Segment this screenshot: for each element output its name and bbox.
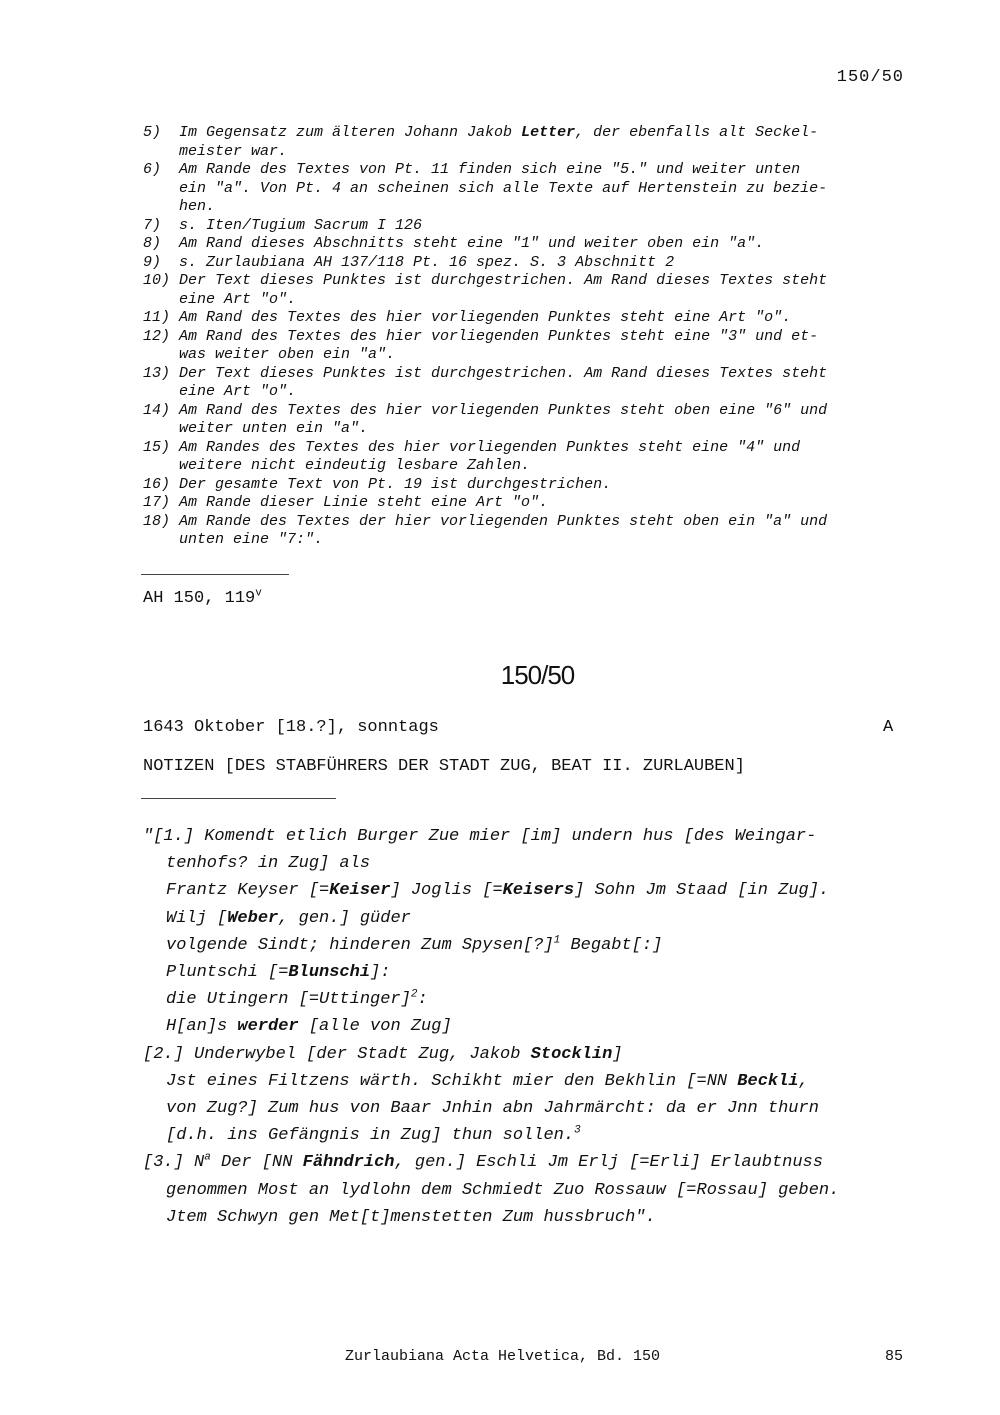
- footnote-text: Der Text dieses Punktes ist durchgestrichen. Am Rand dieses Textes steht eine Art "o".: [179, 364, 828, 400]
- footnote-number: 15): [143, 438, 171, 456]
- bold-name: Fähndrich: [302, 1153, 395, 1173]
- document-title: 150/50: [500, 660, 575, 690]
- transcription-line: "[1.] Komendt etlich Burger Zue mier [im] undern hus [des Weingar-: [143, 827, 817, 846]
- footnote-text: Am Rand dieses Abschnitts steht eine "1" und weiter oben ein "a".: [179, 235, 765, 252]
- footnote-item: [143, 494, 908, 513]
- heading-divider: [141, 798, 336, 799]
- footnote-number: 11): [143, 309, 171, 326]
- footnote-marker: 1: [553, 934, 561, 947]
- bold-name: Beckli: [737, 1071, 799, 1091]
- footnote-item: [143, 235, 908, 254]
- page-header-number: 150/50: [836, 68, 904, 87]
- footnote-text: Im Gegensatz zum älteren Johann Jakob Letter, der ebenfalls alt Seckel- meister war.: [179, 124, 819, 160]
- footnote-number: 14): [143, 401, 171, 419]
- bold-name: Stocklin: [530, 1044, 613, 1064]
- transcription-line: H[an]s werder [alle von Zug]: [166, 1017, 452, 1037]
- footnote-text: Am Rand des Textes des hier vorliegenden Punktes steht oben eine "6" und weiter unten ein "a".: [179, 401, 828, 437]
- transcription-line: Wilj [Weber, gen.] güder: [166, 908, 411, 928]
- footnote-item: [143, 513, 908, 550]
- footnote-number: 7): [143, 216, 162, 234]
- bold-name: Weber: [227, 908, 279, 928]
- footnote-marker: a: [204, 1151, 211, 1164]
- footnote-number: 6): [143, 161, 162, 178]
- footnote-item: [143, 124, 908, 161]
- transcription-line: [2.] Underwybel [der Stadt Zug, Jakob Stocklin]: [143, 1044, 623, 1064]
- footnote-text: Am Rand des Textes des hier vorliegenden Punktes steht eine Art "o".: [179, 309, 792, 326]
- footnote-item: [143, 161, 908, 217]
- transcription-line: die Utingern [=Uttinger]$^2$:: [166, 988, 428, 1010]
- transcription-line: tenhofs? in Zug] als: [166, 854, 371, 874]
- footnote-divider: [141, 574, 289, 575]
- footnote-text: Am Rande des Textes der hier vorliegenden Punktes steht oben ein "a" und unten eine "7:".: [179, 512, 828, 548]
- footnote-number: 13): [143, 364, 171, 382]
- transcription-line: genommen Most an lydlohn dem Schmiedt Zuo Rossauw [=Rossau] geben.: [166, 1180, 840, 1200]
- footnote-item: [143, 476, 908, 495]
- footnote-number: 5): [143, 124, 162, 141]
- bold-name: werder: [237, 1017, 299, 1037]
- footnote-number: 16): [143, 475, 171, 493]
- transcription-body: [143, 823, 913, 1231]
- footnote-item: [143, 402, 908, 439]
- footnote-item: [143, 309, 908, 328]
- transcription-line: von Zug?] Zum hus von Baar Jnhin abn Jahrmärcht: da er Jnn thurn: [166, 1099, 819, 1119]
- footnote-number: 12): [143, 327, 171, 345]
- footnote-number: 18): [143, 512, 171, 530]
- footnote-text: Der Text dieses Punktes ist durchgestrichen. Am Rand dieses Textes steht eine Art "o".: [179, 272, 828, 308]
- archive-reference-text: AH 150, 119: [143, 589, 256, 608]
- footnote-number: 9): [143, 253, 162, 271]
- transcription-line: volgende Sindt; hinderen Zum Spysen[?]$^1$ Begabt[:]: [166, 934, 663, 955]
- archive-reference: [143, 589, 262, 608]
- transcription-line: Jtem Schwyn gen Met[t]menstetten Zum hussbruch".: [166, 1207, 656, 1227]
- bold-name: Blunschi: [288, 963, 371, 983]
- footnote-text: s. Iten/Tugium Sacrum I 126: [179, 216, 423, 234]
- footnote-item: [143, 439, 908, 476]
- footnote-text: Am Randes des Textes des hier vorliegenden Punktes steht eine "4" und weitere nicht eindeutig lesbare Zahlen.: [179, 438, 801, 474]
- footnote-item: [143, 254, 908, 273]
- document-code: A: [883, 718, 894, 737]
- transcription-line: Jst eines Filtzens wärth. Schikht mier den Bekhlin [=NN Beckli,: [166, 1071, 809, 1091]
- footnote-marker: 2: [410, 988, 418, 1001]
- footnote-text: Am Rand des Textes des hier vorliegenden Punktes steht eine "3" und et- was weiter oben ein "a".: [179, 327, 819, 363]
- footnote-item: [143, 365, 908, 402]
- archive-reference-sup: v: [255, 587, 262, 600]
- footnotes-list: [143, 124, 908, 550]
- footnote-item: [143, 217, 908, 236]
- transcription-line: [d.h. ins Gefängnis in Zug] thun sollen.$^3$: [166, 1124, 581, 1146]
- bold-name: Keisers: [502, 881, 575, 901]
- footnote-text: Am Rande des Textes von Pt. 11 finden sich eine "5." und weiter unten ein "a". Von Pt. 4 an scheinen sich alle Texte auf Hertenstein zu bezie- hen.: [179, 161, 828, 215]
- document-date: 1643 Oktober [18.?], sonntags: [143, 718, 439, 737]
- footnote-number: 8): [143, 235, 162, 252]
- bold-name: Letter: [521, 124, 576, 141]
- footnote-text: Der gesamte Text von Pt. 19 ist durchgestrichen.: [179, 475, 612, 493]
- footer-title: Zurlaubiana Acta Helvetica, Bd. 150: [345, 1348, 661, 1365]
- footer-page-number: 85: [885, 1348, 904, 1365]
- bold-name: Keiser: [329, 881, 391, 901]
- footnote-number: 10): [143, 272, 171, 289]
- transcription-line: Frantz Keyser [=Keiser] Joglis [=Keisers] Sohn Jm Staad [in Zug].: [166, 881, 830, 901]
- document-heading: NOTIZEN [DES STABFÜHRERS DER STADT ZUG, BEAT II. ZURLAUBEN]: [143, 757, 745, 776]
- footnote-item: [143, 272, 908, 309]
- footnote-marker: 3: [574, 1124, 581, 1137]
- footnote-text: s. Zurlaubiana AH 137/118 Pt. 16 spez. S. 3 Abschnitt 2: [179, 253, 675, 271]
- footnote-item: [143, 328, 908, 365]
- footnote-number: 17): [143, 494, 171, 511]
- transcription-line: [3.] $N^a$ Der [NN Fähndrich, gen.] Eschli Jm Erlj [=Erli] Erlaubtnuss: [143, 1151, 823, 1173]
- footnote-text: Am Rande dieser Linie steht eine Art "o".: [179, 494, 549, 511]
- transcription-line: Pluntschi [=Blunschi]:: [166, 963, 391, 983]
